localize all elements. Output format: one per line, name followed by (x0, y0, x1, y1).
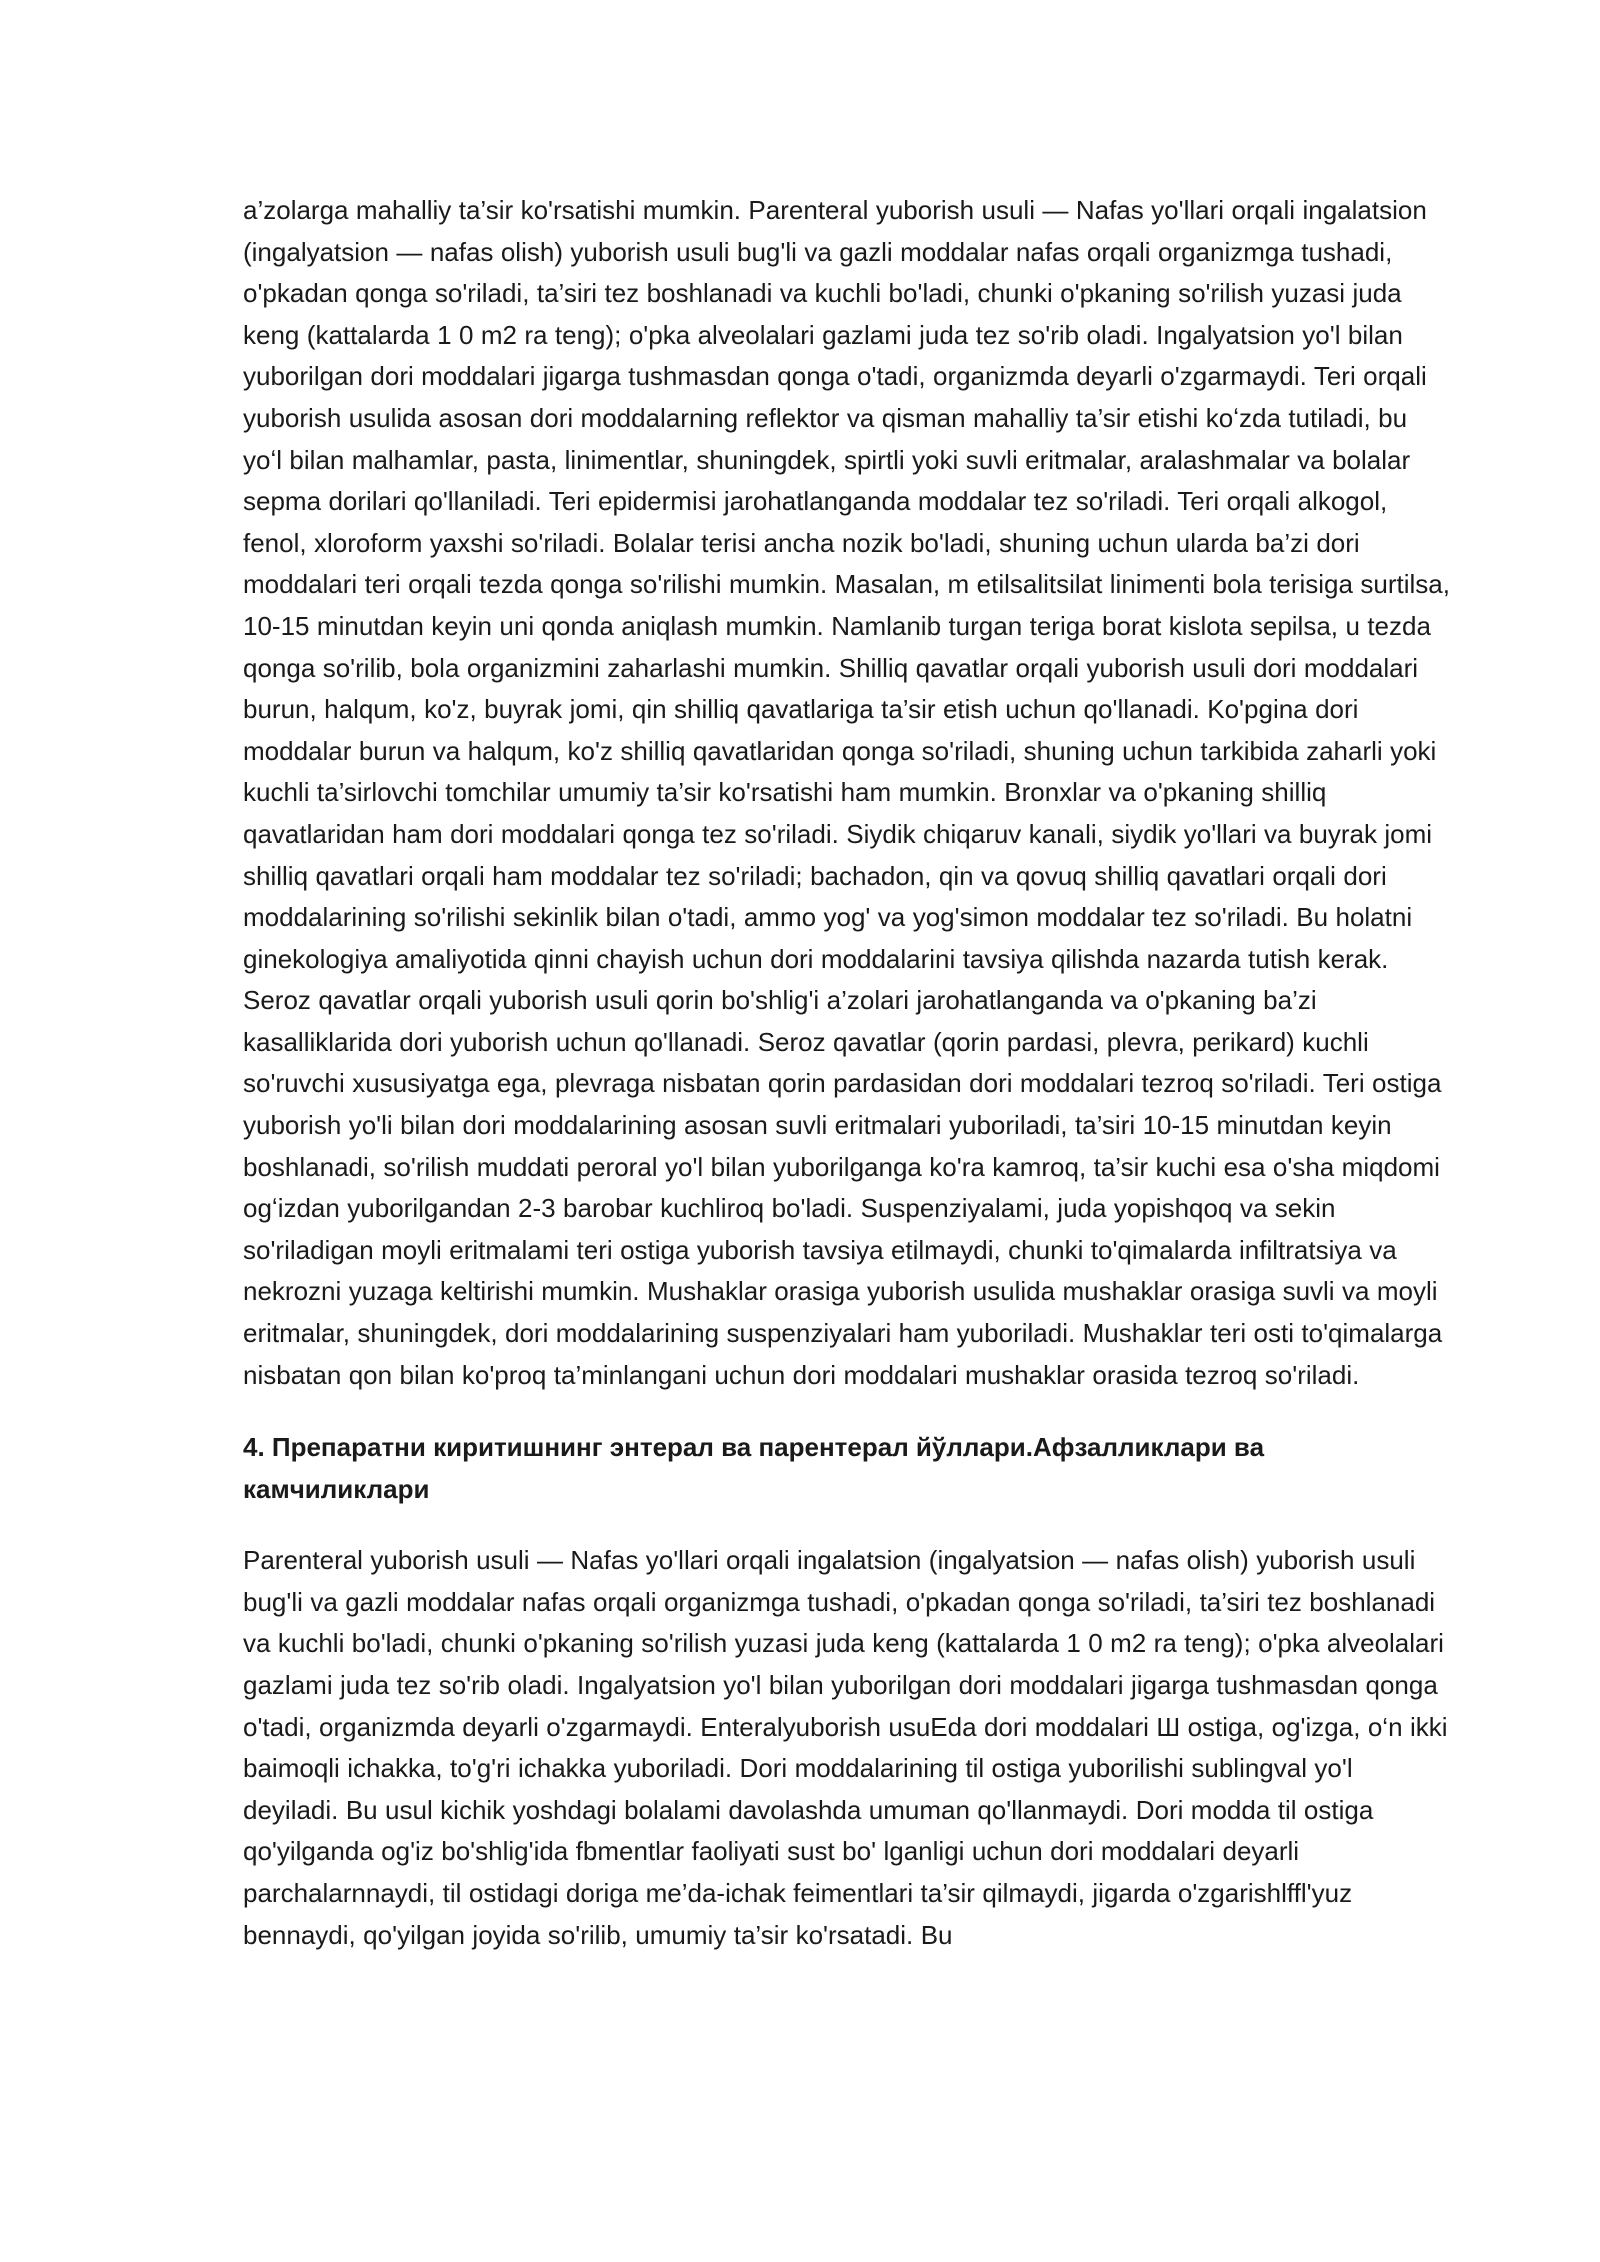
document-body (243, 190, 1453, 1956)
section-heading: 4. Препаратни киритишнинг энтерал ва парентерал йўллари.Афзалликлари ва камчиликлари (243, 1432, 1265, 1505)
body-paragraph: a’zolarga mahalliy ta’sir ko'rsatishi mumkin. Parenteral yuborish usuli — Nafas yo'llari orqali ingalatsion (ingalyatsion — nafas olish) yuborish usuli bug'li va gazli moddalar nafas orqali organizmga tushadi, o'pkadan qonga so'riladi, ta’siri tez boshlanadi va kuchli bo'ladi, chunki o'pkaning so'rilish yuzasi juda keng (kattalarda 1 0 m2 ra teng); o'pka alveolalari gazlami juda tez so'rib oladi. Ingalyatsion yo'l bilan yuborilgan dori moddalari jigarga tushmasdan qonga o'tadi, organizmda deyarli o'zgarmaydi. Teri orqali yuborish usulida asosan dori moddalarning reflektor va qisman mahalliy ta’sir etishi koʻzda tutiladi, bu yoʻl bilan malhamlar, pasta, linimentlar, shuningdek, spirtli yoki suvli eritmalar, aralashmalar va bolalar sepma dorilari qo'llaniladi. Teri epidermisi jarohatlanganda moddalar tez so'riladi. Teri orqali alkogol, fenol, xloroform yaxshi so'riladi. Bolalar terisi ancha nozik bo'ladi, shuning uchun ularda ba’zi dori moddalari teri orqali tezda qonga so'rilishi mumkin. Masalan, m etilsalitsilat linimenti bola terisiga surtilsa, 10-15 minutdan keyin uni qonda aniqlash mumkin. Namlanib turgan teriga borat kislota sepilsa, u tezda qonga so'rilib, bola organizmini zaharlashi mumkin. Shilliq qavatlar orqali yuborish usuli dori moddalari burun, halqum, ko'z, buyrak jomi, qin shilliq qavatlariga ta’sir etish uchun qo'llanadi. Ko'pgina dori moddalar burun va halqum, ko'z shilliq qavatlaridan qonga so'riladi, shuning uchun tarkibida zaharli yoki kuchli ta’sirlovchi tomchilar umumiy ta’sir ko'rsatishi ham mumkin. Bronxlar va o'pkaning shilliq qavatlaridan ham dori moddalari qonga tez so'riladi. Siydik chiqaruv kanali, siydik yo'llari va buyrak jomi shilliq qavatlari orqali ham moddalar tez so'riladi; bachadon, qin va qovuq shilliq qavatlari orqali dori moddalarining so'rilishi sekinlik bilan o'tadi, ammo yog' va yog'simon moddalar tez so'riladi. Bu holatni ginekologiya amaliyotida qinni chayish uchun dori moddalarini tavsiya qilishda nazarda tutish kerak. Seroz qavatlar orqali yuborish usuli qorin bo'shlig'i a’zolari jarohatlanganda va o'pkaning ba’zi kasalliklarida dori yuborish uchun qo'llanadi. Seroz qavatlar (qorin pardasi, plevra, perikard) kuchli so'ruvchi xususiyatga ega, plevraga nisbatan qorin pardasidan dori moddalari tezroq so'riladi. Teri ostiga yuborish yo'li bilan dori moddalarining asosan suvli eritmalari yuboriladi, ta’siri 10-15 minutdan keyin boshlanadi, so'rilish muddati peroral yo'l bilan yuborilganga ko'ra kamroq, ta’sir kuchi esa o'sha miqdomi ogʻizdan yuborilgandan 2-3 barobar kuchliroq bo'ladi. Suspenziyalami, juda yopishqoq va sekin so'riladigan moyli eritmalami teri ostiga yuborish tavsiya etilmaydi, chunki to'qimalarda infiltratsiya va nekrozni yuzaga keltirishi mumkin. Mushaklar orasiga yuborish usulida mushaklar orasiga suvli va moyli eritmalar, shuningdek, dori moddalarining suspenziyalari ham yuboriladi. Mushaklar teri osti to'qimalarga nisbatan qon bilan ko'proq ta’minlangani uchun dori moddalari mushaklar orasida tezroq so'riladi. (243, 195, 1450, 1390)
body-paragraph: Parenteral yuborish usuli — Nafas yo'llari orqali ingalatsion (ingalyatsion — nafas olish) yuborish usuli bug'li va gazli moddalar nafas orqali organizmga tushadi, o'pkadan qonga so'riladi, ta’siri tez boshlanadi va kuchli bo'ladi, chunki o'pkaning so'rilish yuzasi juda keng (kattalarda 1 0 m2 ra teng); o'pka alveolalari gazlami juda tez so'rib oladi. Ingalyatsion yo'l bilan yuborilgan dori moddalari jigarga tushmasdan qonga o'tadi, organizmda deyarli o'zgarmaydi. Enteralyuborish usuEda dori moddalari Ш ostiga, og'izga, o‘n ikki baimoqli ichakka, to'g'ri ichakka yuboriladi. Dori moddalarining til ostiga yuborilishi sublingval yo'l deyiladi. Bu usul kichik yoshdagi bolalami davolashda umuman qo'llanmaydi. Dori modda til ostiga qo'yilganda og'iz bo'shlig'ida fbmentlar faoliyati sust bo' lganligi uchun dori moddalari deyarli parchalarnnaydi, til ostidagi doriga me’da-ichak feimentlari ta’sir qilmaydi, jigarda o'zgarishlffl'yuz bennaydi, qo'yilgan joyida so'rilib, umumiy ta’sir ko'rsatadi. Bu (243, 1545, 1448, 1950)
